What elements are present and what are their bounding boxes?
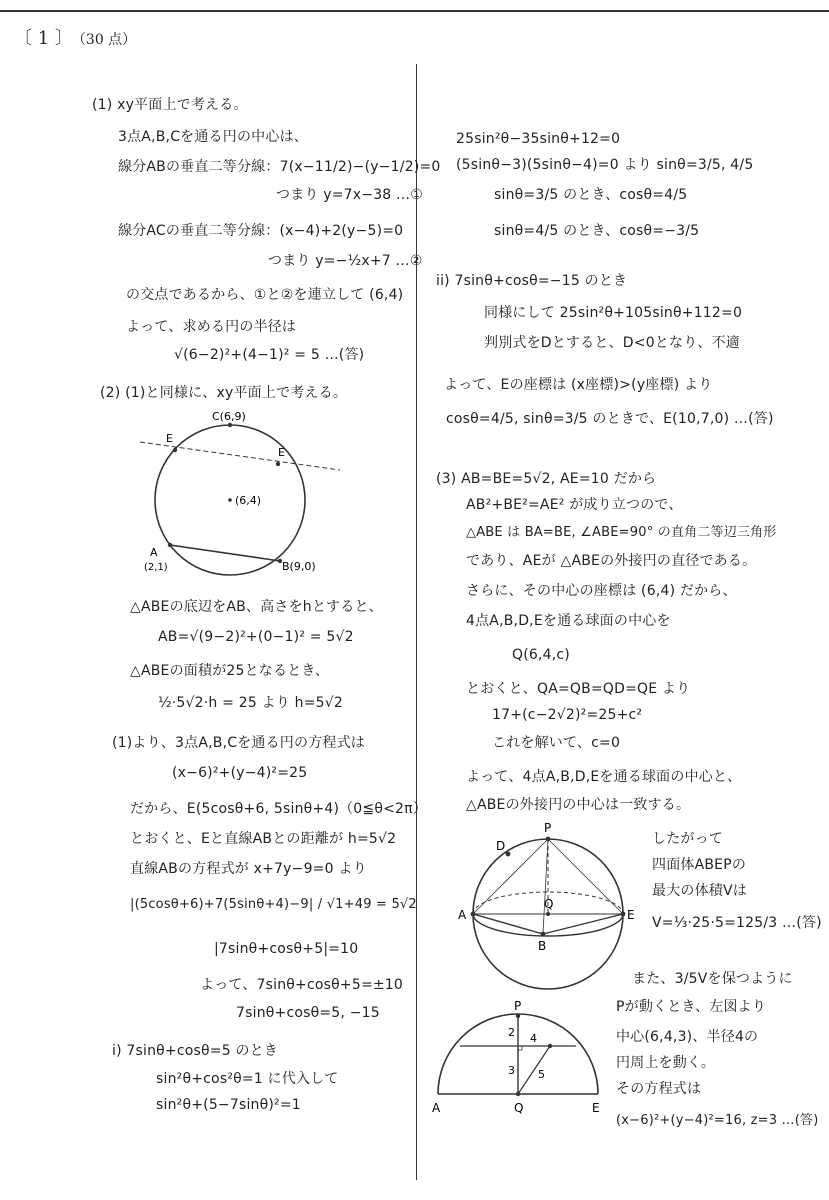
problem-points: （30 点） — [78, 32, 137, 48]
sol-line: 円周上を動く。 — [616, 1055, 716, 1071]
segment-pe — [548, 839, 623, 914]
sol-line: さらに、その中心の座標は (6,4) だから、 — [466, 583, 737, 599]
radius-5 — [518, 1046, 550, 1094]
problem-header — [14, 24, 136, 50]
point-e — [621, 912, 626, 917]
sol-line: (1) xy平面上で考える。 — [92, 97, 248, 113]
center-point — [228, 498, 232, 502]
sol-line: sinθ=3/5 のとき、cosθ=4/5 — [494, 187, 688, 203]
point-moving — [548, 1044, 552, 1048]
sol-line: (3) AB=BE=5√2, AE=10 だから — [436, 471, 657, 487]
segment-ab — [170, 545, 280, 561]
point-p — [516, 1014, 520, 1018]
label-len-4: 4 — [530, 1032, 537, 1045]
sol-line: (x−6)²+(y−4)²=16, z=3 …(答) — [616, 1113, 819, 1128]
sol-line: したがって — [652, 831, 723, 847]
label-b: B(9,0) — [282, 560, 316, 573]
label-a: A — [150, 546, 158, 559]
label-a: A — [458, 908, 467, 922]
sol-line: AB²+BE²=AE² が成り立つので、 — [466, 497, 683, 513]
sol-line: (x−6)²+(y−4)²=25 — [172, 765, 308, 781]
sol-line: 同様にして 25sin²θ+105sinθ+112=0 — [484, 305, 743, 321]
sol-line: よって、求める円の半径は — [126, 319, 297, 335]
sol-line: とおくと、QA=QB=QD=QE より — [466, 681, 691, 697]
sol-line: sin²θ+cos²θ=1 に代入して — [156, 1071, 339, 1087]
sol-line: また、3/5Vを保つように — [632, 971, 793, 987]
point-c — [228, 423, 232, 427]
sol-line: その方程式は — [616, 1081, 702, 1097]
column-divider — [416, 64, 417, 1180]
sol-line: (5sinθ−3)(5sinθ−4)=0 より sinθ=3/5, 4/5 — [456, 157, 754, 173]
sol-line: |(5cosθ+6)+7(5sinθ+4)−9| / √1+49 = 5√2 — [130, 897, 417, 912]
label-p: P — [544, 821, 552, 835]
point-q — [546, 912, 550, 916]
sol-line: 最大の体積Vは — [652, 883, 747, 899]
label-e2: E — [278, 446, 285, 459]
sol-line: よって、Eの座標は (x座標)>(y座標) より — [444, 377, 713, 393]
sol-line: sinθ=4/5 のとき、cosθ=−3/5 — [494, 223, 700, 239]
sol-line: 四面体ABEPの — [652, 857, 747, 873]
sol-line: とおくと、Eと直線ABとの距離が h=5√2 — [130, 831, 397, 847]
sol-line: ½·5√2·h = 25 より h=5√2 — [158, 695, 343, 711]
label-a-coord: (2,1) — [144, 562, 168, 573]
sol-line: 17+(c−2√2)²=25+c² — [492, 707, 643, 723]
circle-figure — [130, 410, 350, 590]
sphere-figure — [458, 822, 638, 992]
sol-line: cosθ=4/5, sinθ=3/5 のときで、E(10,7,0) …(答) — [446, 411, 774, 427]
label-e1: E — [166, 432, 173, 445]
label-e: E — [592, 1101, 600, 1115]
point-d — [506, 852, 511, 857]
sol-line: よって、4点A,B,D,Eを通る球面の中心と、 — [466, 769, 742, 785]
sol-line: 線分ABの垂直二等分線：7(x−11/2)−(y−1/2)=0 — [118, 159, 441, 175]
point-a — [471, 912, 476, 917]
label-len-2: 2 — [508, 1026, 515, 1039]
label-center: (6,4) — [235, 494, 262, 507]
point-a — [168, 543, 172, 547]
sol-line: √(6−2)²+(4−1)² = 5 …(答) — [174, 347, 365, 363]
sol-line: 7sinθ+cosθ=5, −15 — [236, 1005, 380, 1021]
label-c: C(6,9) — [212, 410, 246, 423]
sol-line: Pが動くとき、左図より — [616, 999, 767, 1015]
sol-line: i) 7sinθ+cosθ=5 のとき — [112, 1043, 279, 1059]
sol-line: の交点であるから、①と②を連立して (6,4) — [126, 287, 404, 303]
top-rule — [0, 10, 829, 12]
sol-line: これを解いて、c=0 — [492, 735, 621, 751]
sol-line: 4点A,B,D,Eを通る球面の中心を — [466, 613, 671, 629]
sol-line: △ABEの底辺をAB、高さをhとすると、 — [130, 599, 383, 615]
label-d: D — [496, 839, 506, 853]
sol-line: ii) 7sinθ+cosθ=−15 のとき — [436, 273, 628, 289]
sol-line: であり、AEが △ABEの外接円の直径である。 — [466, 553, 757, 569]
sol-line: 中心(6,4,3)、半径4の — [616, 1029, 759, 1045]
semicircle-figure — [430, 999, 610, 1120]
sol-line: だから、E(5cosθ+6, 5sinθ+4)（0≦θ<2π） — [130, 801, 427, 817]
point-p — [546, 837, 551, 842]
point-e2 — [276, 462, 280, 466]
sol-line: △ABEの外接円の中心は一致する。 — [466, 797, 691, 813]
label-len-5: 5 — [538, 1068, 545, 1081]
sol-line: 25sin²θ−35sinθ+12=0 — [456, 131, 621, 147]
sol-line: △ABEの面積が25となるとき、 — [130, 663, 330, 679]
label-len-3: 3 — [508, 1064, 515, 1077]
sol-line: よって、7sinθ+cosθ+5=±10 — [200, 977, 404, 993]
segment-ab — [473, 914, 543, 934]
segment-ap — [473, 839, 548, 914]
point-e1 — [173, 448, 177, 452]
label-b: B — [538, 939, 547, 953]
sol-line: 線分ACの垂直二等分線：(x−4)+2(y−5)=0 — [118, 223, 404, 239]
sol-line: AB=√(9−2)²+(0−1)² = 5√2 — [158, 629, 354, 645]
sol-line: 3点A,B,Cを通る円の中心は、 — [118, 129, 308, 145]
segment-pb — [543, 839, 548, 934]
label-q: Q — [544, 897, 554, 911]
problem-number: 〔 1 〕 — [14, 28, 73, 49]
label-e: E — [627, 908, 635, 922]
sol-line: Q(6,4,c) — [512, 647, 570, 663]
sol-line: △ABE は BA=BE, ∠ABE=90° の直角二等辺三角形 — [466, 525, 777, 540]
point-b — [541, 932, 546, 937]
sol-line: V=⅓·25·5=125/3 …(答) — [652, 915, 822, 931]
sol-line: つまり y=7x−38 …① — [276, 187, 424, 203]
sol-line: sin²θ+(5−7sinθ)²=1 — [156, 1097, 301, 1113]
sol-line: (2) (1)と同様に、xy平面上で考える。 — [100, 385, 348, 401]
point-q — [516, 1092, 520, 1096]
sol-line: つまり y=−½x+7 …② — [268, 253, 423, 269]
label-p: P — [514, 999, 522, 1013]
label-a: A — [432, 1101, 441, 1115]
sol-line: (1)より、3点A,B,Cを通る円の方程式は — [112, 735, 365, 751]
sol-line: |7sinθ+cosθ+5|=10 — [214, 941, 359, 957]
sol-line: 直線ABの方程式が x+7y−9=0 より — [130, 861, 367, 877]
segment-be — [543, 914, 623, 934]
sol-line: 判別式をDとすると、D<0となり、不適 — [484, 335, 740, 351]
label-q: Q — [514, 1101, 524, 1115]
